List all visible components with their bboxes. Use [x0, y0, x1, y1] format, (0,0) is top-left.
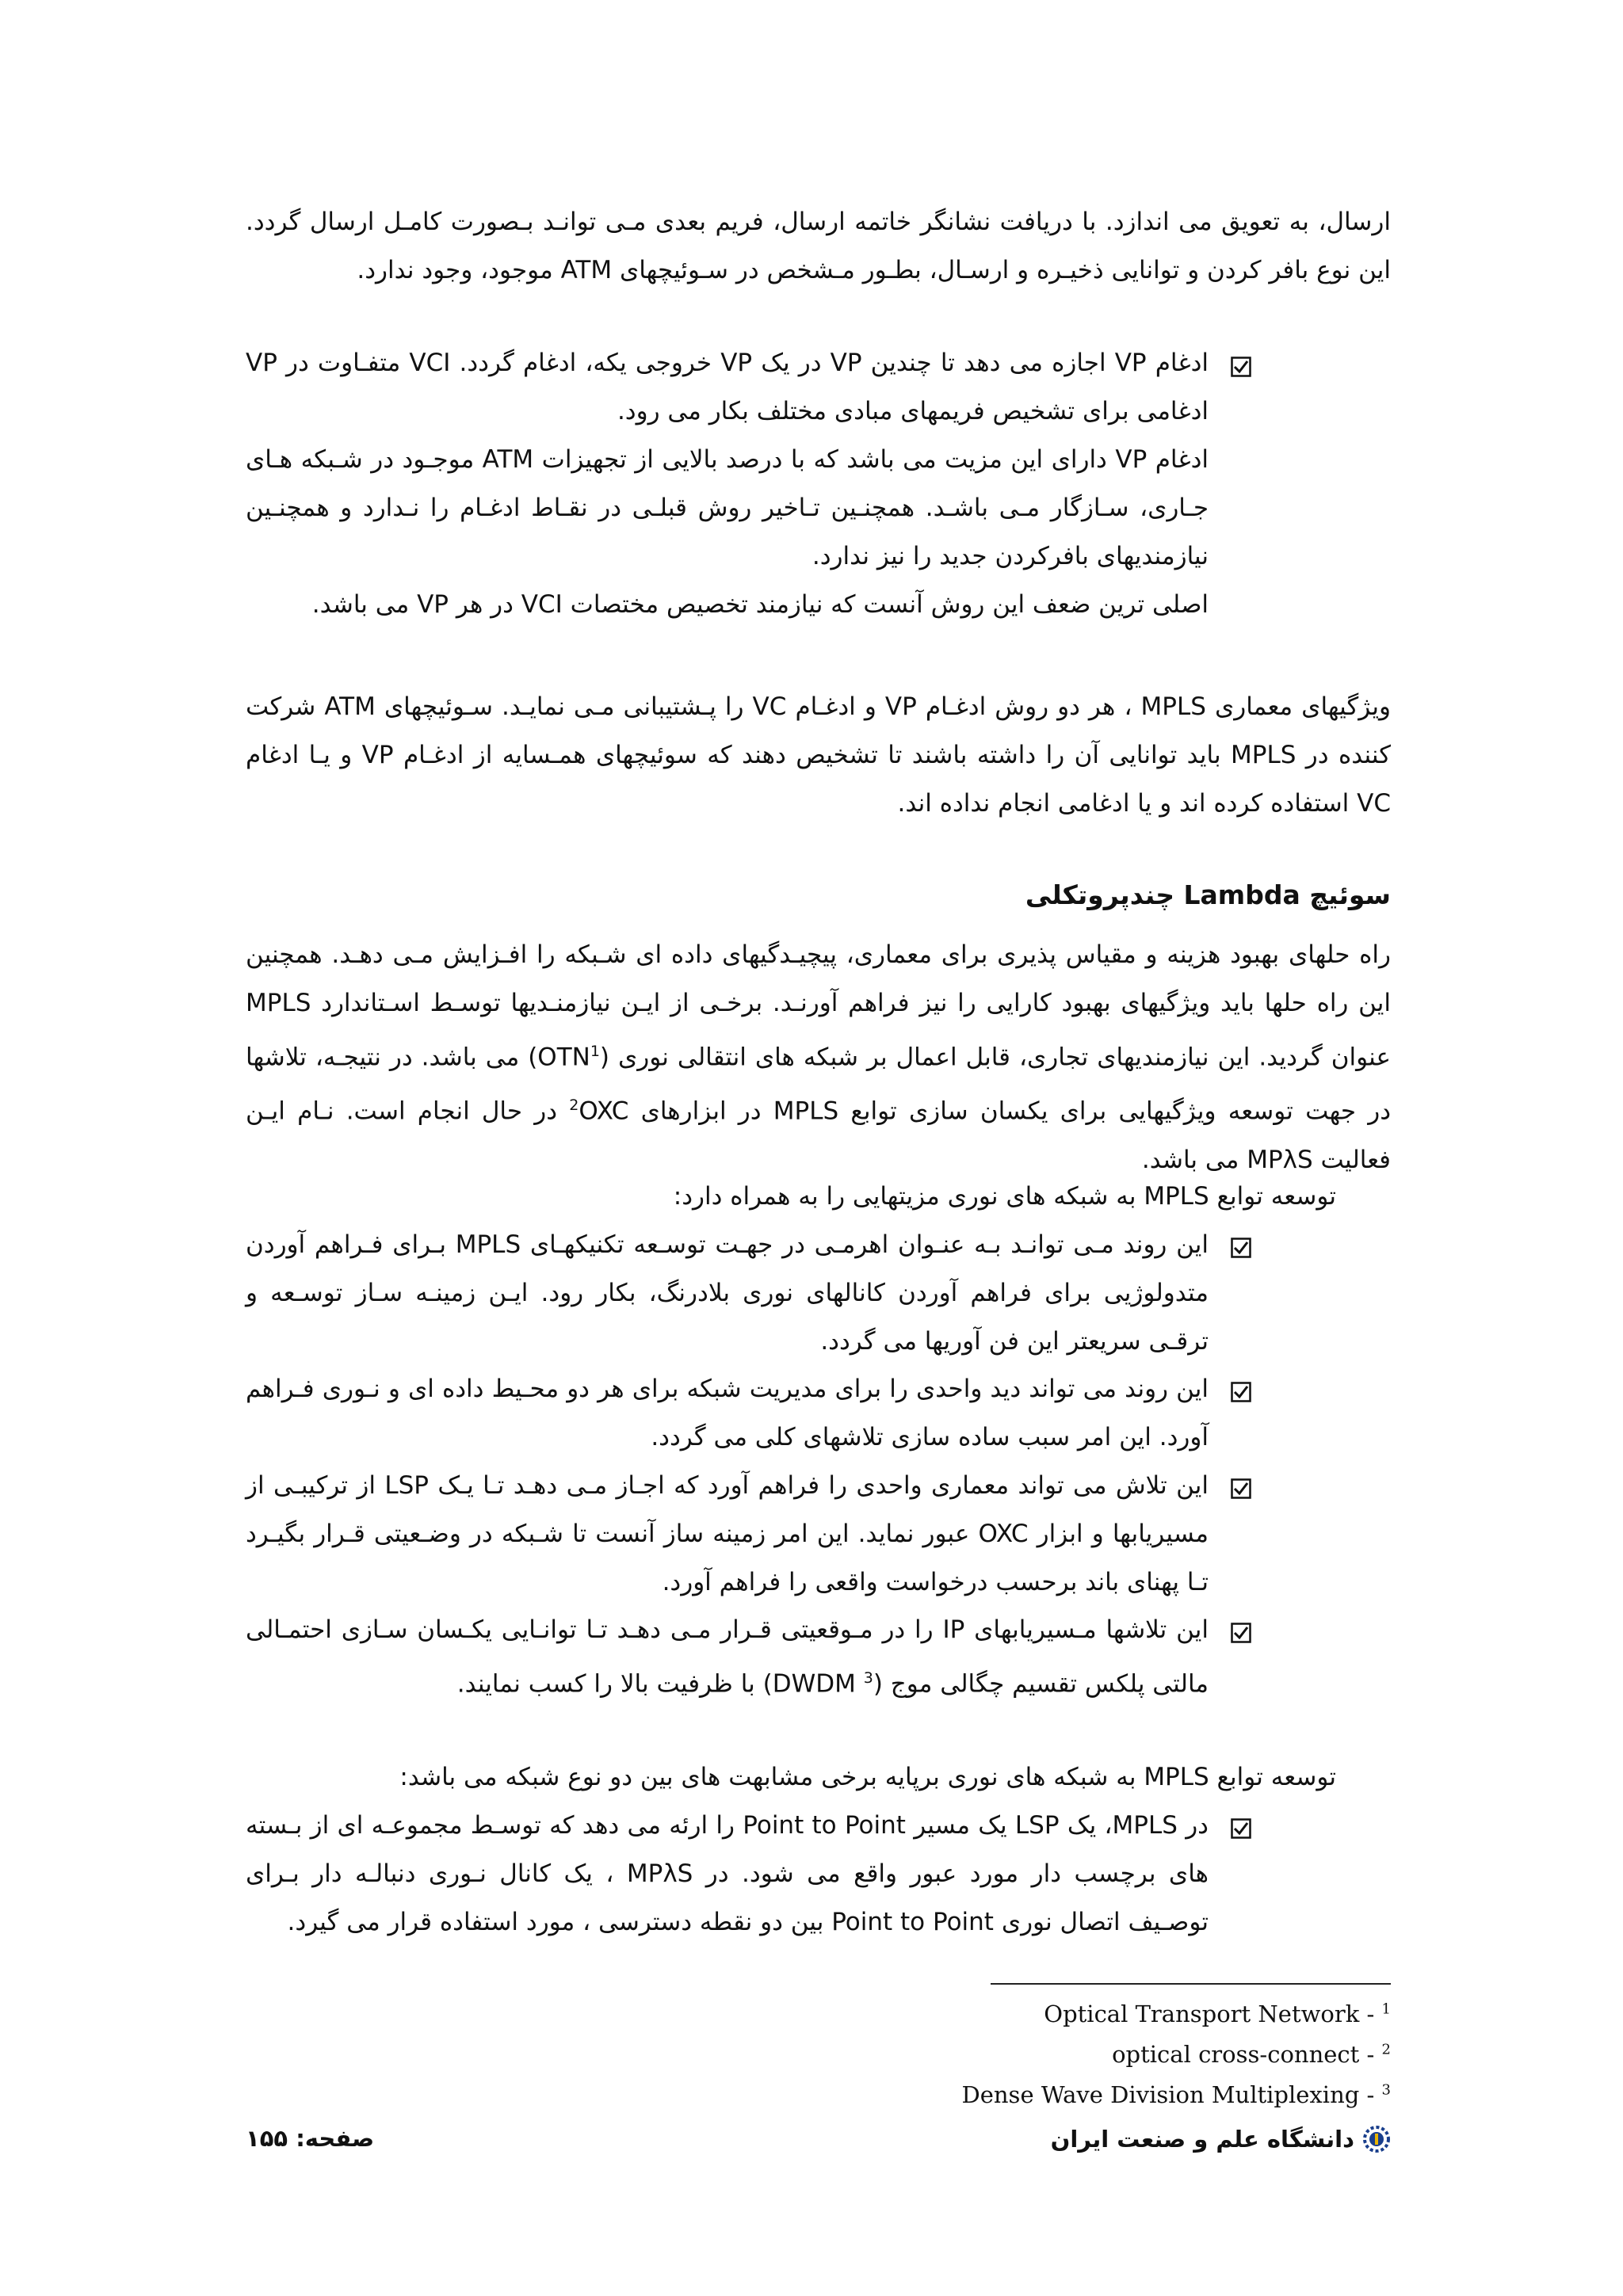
- list-item-continuation: ادغام VP دارای این مزیت می باشد که با درصد بالایی از تجهیزات ATM موجـود در شـبکه هـای جـاری، سـازگار مـی باشـد. همچنـین تـاخیر روش قبلـی در نقـاط ادغـام را نـدارد و همچنـین نیازمندیهای بافرکردن جدید را نیز ندارد.: [246, 445, 1209, 570]
- list-item-text: ادغام VP اجازه می دهد تا چندین VP در یک VP خروجی یکه، ادغام گردد. VCI متفـاوت در VP ادغامی برای تشخیص فریمهای مبادی مختلف بکار می رود.: [246, 349, 1209, 425]
- list-item: [246, 1462, 1209, 1607]
- footnote-text: optical cross-connect -: [1112, 2041, 1382, 2068]
- list-item-text: در MPLS، یک LSP یک مسیر Point to Point را ارئه می دهد که توسـط مجموعـه ای از بـسته های برچسب دار مورد عبور واقع می شود. در MPλS ، یک کانال نـوری دنبالـه دار بـرای توصـیف اتصال نوری Point to Point بین دو نقطه دسترسی ، مورد استفاده قرار می گیرد.: [246, 1811, 1209, 1936]
- checkbox-checked-icon: [1231, 1382, 1251, 1402]
- text-run: OTN: [537, 1043, 590, 1072]
- footer-university: [1051, 2125, 1391, 2153]
- paragraph-features: [246, 683, 1391, 828]
- list-item: [246, 1365, 1209, 1462]
- paragraph-intro: [246, 198, 1391, 295]
- footnote-2: [1112, 2041, 1391, 2068]
- footnote-ref: 2: [569, 1097, 579, 1115]
- list-item-vp-merge: [246, 339, 1209, 629]
- checkbox-checked-icon: [1231, 357, 1251, 377]
- footnote-separator: [991, 1983, 1391, 1985]
- text-run: ) با ظرفیت بالا را کسب نمایند.: [456, 1669, 773, 1699]
- text-run: ) می باشد. در نتیجـه، تلاشها در جهت توسعه ویژگیهایی برای یکسان سازی توابع MPLS در ابزارهای: [246, 1043, 1392, 1126]
- text-run: در حال انجام است. نـام ایـن فعالیت MPλS می باشد.: [246, 1097, 1391, 1174]
- paragraph-mpls-intro: [674, 1173, 1336, 1221]
- footnote-number: 1: [1381, 2000, 1391, 2018]
- university-name: دانشگاه علم و صنعت ایران: [1050, 2126, 1354, 2153]
- paragraph-text: توسعه توابع MPLS به شبکه های نوری برپایه برخی مشابهت های بین دو نوع شبکه می باشد:: [399, 1763, 1336, 1791]
- footnote-text: Dense Wave Division Multiplexing -: [961, 2081, 1382, 2108]
- footnote-number: 2: [1381, 2041, 1391, 2058]
- list-item: [246, 1606, 1209, 1708]
- list-item: [246, 1802, 1209, 1947]
- section-heading: سوئیچ Lambda چندپروتکلی: [1025, 879, 1391, 910]
- paragraph-similarity: [399, 1753, 1336, 1802]
- footnote-number: 3: [1381, 2081, 1391, 2099]
- footnote-ref: 1: [590, 1043, 600, 1060]
- checkbox-checked-icon: [1231, 1818, 1251, 1839]
- footnote-3: [961, 2081, 1391, 2108]
- checkbox-checked-icon: [1231, 1238, 1251, 1258]
- paragraph-text: توسعه توابع MPLS به شبکه های نوری مزیتهایی را به همراه دارد:: [673, 1182, 1336, 1211]
- list-item-text: این روند مـی توانـد بـه عنـوان اهرمـی در جهـت توسـعه تکنیکهـای MPLS بـرای فـراهم آوردن متدولوژیی برای فراهم آوردن کانالهای نوری بلادرنگ، بکار رود. ایـن زمینـه سـاز توسـعه و ترقـی سریعتر این فن آوریها می گردد.: [246, 1230, 1209, 1356]
- footnote-1: [1044, 2000, 1391, 2027]
- text-run: OXC: [579, 1097, 629, 1126]
- university-logo-icon: [1362, 2125, 1391, 2153]
- footnote-ref: 3: [863, 1669, 873, 1687]
- text-run: راه حلهای بهبود هزینه و مقیاس پذیری برای معماری، پیچیـدگیهای داده ای شـبکه را افـزایش مـی دهـد. همچنین این راه حلها باید ویژگیهای بهبود کارایی را نیز فراهم آورنـد. برخـی از ایـن نیازمنـدیها توسـط اسـتاندارد MPLS عنوان گردید. این نیازمندیهای تجاری، قابل اعمال بر شبکه های انتقالی نوری (: [246, 940, 1391, 1072]
- text-run: این تلاشها مـسیریابهای IP را در مـوقعیتی قـرار مـی دهـد تـا توانـایی یکـسان سـازی احتمـالی مالتی پلکس تقسیم چگالی موج (: [246, 1615, 1209, 1699]
- paragraph-lambda: [246, 931, 1391, 1184]
- list-item-text: این تلاش می تواند معماری واحدی را فراهم آورد که اجـاز مـی دهـد تـا یـک LSP از ترکیبـی از مسیریابها و ابزار OXC عبور نماید. این امر زمینه ساز آنست تا شـبکه در وضـعیتی قـرار بگیـرد تـا پهنای باند برحسب درخواست واقعی را فراهم آورد.: [246, 1471, 1209, 1596]
- text-run: DWDM: [772, 1669, 856, 1699]
- footnote-text: Optical Transport Network -: [1044, 2000, 1382, 2027]
- page-number: صفحه: ۱۵۵: [246, 2125, 375, 2152]
- paragraph-text: [246, 931, 1391, 1184]
- list-item-continuation: اصلی ترین ضعف این روش آنست که نیازمند تخصیص مختصات VCI در هر VP می باشد.: [311, 590, 1209, 619]
- list-item-text: [246, 1606, 1209, 1708]
- paragraph-text: ویژگیهای معماری MPLS ، هر دو روش ادغـام VP و ادغـام VC را پـشتیبانی مـی نمایـد. سـوئیچهای ATM شرکت کننده در MPLS باید توانایی آن را داشته باشند تا تشخیص دهند که سوئیچهای همـسایه از ادغـام VP و یـا ادغام VC استفاده کرده اند و یا ادغامی انجام نداده اند.: [246, 692, 1391, 818]
- paragraph-text: ارسال، به تعویق می اندازد. با دریافت نشانگر خاتمه ارسال، فریم بعدی مـی توانـد بـصورت کامـل ارسال گردد. این نوع بافر کردن و توانایی ذخیـره و ارسـال، بطـور مـشخص در سـوئیچهای ATM موجود، وجود ندارد.: [246, 208, 1391, 284]
- list-item-text: این روند می تواند دید واحدی را برای مدیریت شبکه برای هر دو محـیط داده ای و نـوری فـراهم آورد. این امر سبب ساده سازی تلاشهای کلی می گردد.: [246, 1375, 1209, 1451]
- list-item: [246, 1221, 1209, 1366]
- checkbox-checked-icon: [1231, 1478, 1251, 1499]
- checkbox-checked-icon: [1231, 1623, 1251, 1643]
